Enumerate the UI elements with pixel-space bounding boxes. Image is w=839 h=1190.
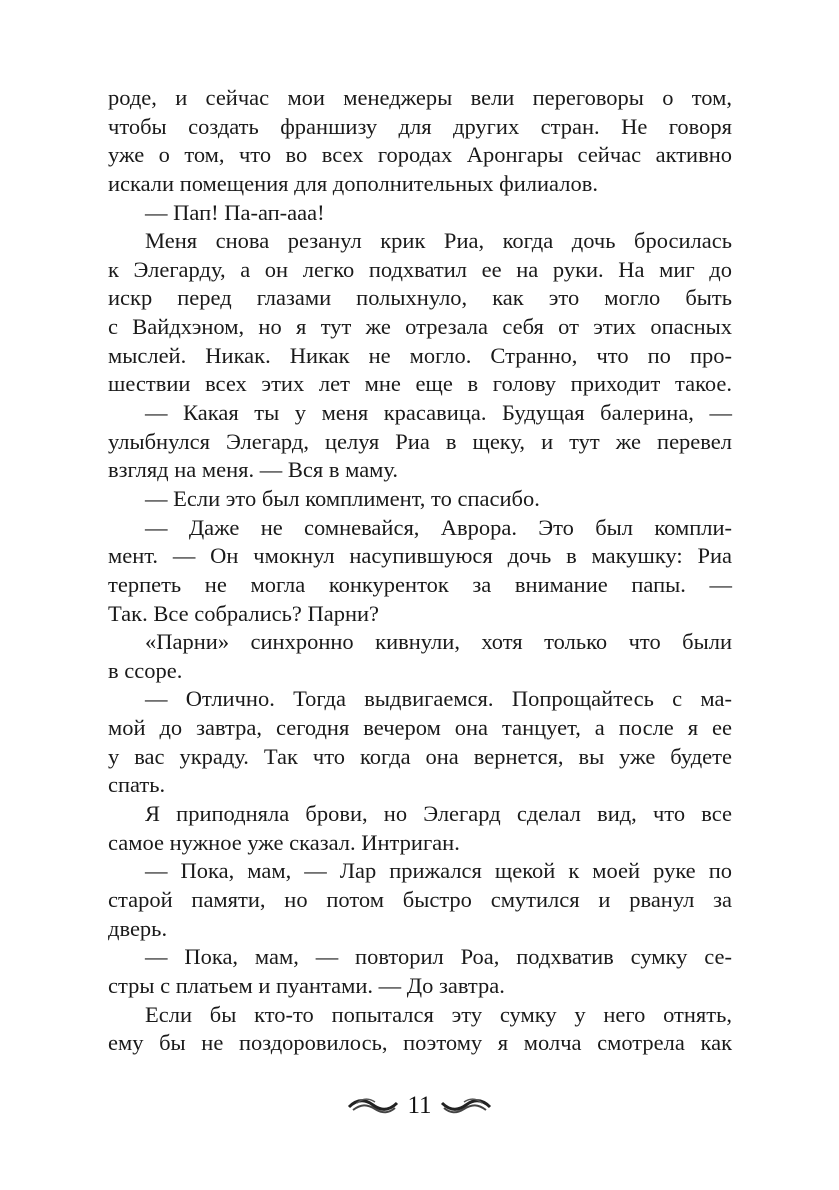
text-line: Так. Все собрались? Парни? <box>108 600 380 626</box>
text-line: спать. <box>108 772 166 798</box>
flourish-ornament-right-icon <box>440 1095 492 1117</box>
text-line: — Какая ты у меня красавица. Будущая балерина, — <box>145 400 732 426</box>
text-line: мой до завтра, сегодня вечером она танцует, а после я ее <box>108 715 732 741</box>
text-line: мент. — Он чмокнул насупившуюся дочь в макушку: Риа <box>108 543 732 569</box>
text-line: — Отлично. Тогда выдвигаемся. Попрощайтесь с ма- <box>145 686 732 712</box>
text-line: к Элегарду, а он легко подхватил ее на руки. На миг до <box>108 256 732 282</box>
text-line: шествии всех этих лет мне еще в голову приходит такое. <box>108 371 732 397</box>
text-line: — Пап! Па-ап-ааа! <box>145 199 325 225</box>
text-line: искр перед глазами полыхнуло, как это могло быть <box>108 285 732 311</box>
page-number: 11 <box>407 1092 432 1119</box>
text-line: ему бы не поздоровилось, поэтому я молча смотрела как <box>108 1030 732 1056</box>
page-body <box>108 84 732 1058</box>
text-line: дверь. <box>108 915 168 941</box>
text-line: у вас украду. Так что когда она вернется, вы уже будете <box>108 743 732 769</box>
text-line: мыслей. Никак. Никак не могло. Странно, что по про- <box>108 342 732 368</box>
text-line: Меня снова резанул крик Риа, когда дочь бросилась <box>145 228 732 254</box>
text-line: уже о том, что во всех городах Аронгары сейчас активно <box>108 142 732 168</box>
text-line: стры с платьем и пуантами. — До завтра. <box>108 972 505 998</box>
text-line: самое нужное уже сказал. Интриган. <box>108 829 460 855</box>
text-line: с Вайдхэном, но я тут же отрезала себя от этих опасных <box>108 314 732 340</box>
text-line: Если бы кто-то попытался эту сумку у него отнять, <box>145 1001 732 1027</box>
text-line: Я приподняла брови, но Элегард сделал вид, что все <box>145 801 732 827</box>
text-line: роде, и сейчас мои менеджеры вели переговоры о том, <box>108 85 732 110</box>
text-line: — Даже не сомневайся, Аврора. Это был компли- <box>145 514 732 540</box>
text-line: — Пока, мам, — повторил Роа, подхватив сумку се- <box>145 944 732 970</box>
text-line: искали помещения для дополнительных филиалов. <box>108 170 598 196</box>
text-line: терпеть не могла конкуренток за внимание папы. — <box>108 571 732 597</box>
text-line: в ссоре. <box>108 657 183 683</box>
text-line: старой памяти, но потом быстро смутился и рванул за <box>108 886 732 912</box>
text-line: взгляд на меня. — Вся в маму. <box>108 457 399 483</box>
flourish-ornament-left-icon <box>347 1095 399 1117</box>
text-line: — Пока, мам, — Лар прижался щекой к моей руке по <box>145 858 732 884</box>
text-line: чтобы создать франшизу для других стран. Не говоря <box>108 113 732 139</box>
text-line: — Если это был комплимент, то спасибо. <box>145 485 540 511</box>
text-line: улыбнулся Элегард, целуя Риа в щеку, и тут же перевел <box>108 428 732 454</box>
text-line: «Парни» синхронно кивнули, хотя только что были <box>145 629 732 655</box>
page-footer <box>0 1092 839 1120</box>
